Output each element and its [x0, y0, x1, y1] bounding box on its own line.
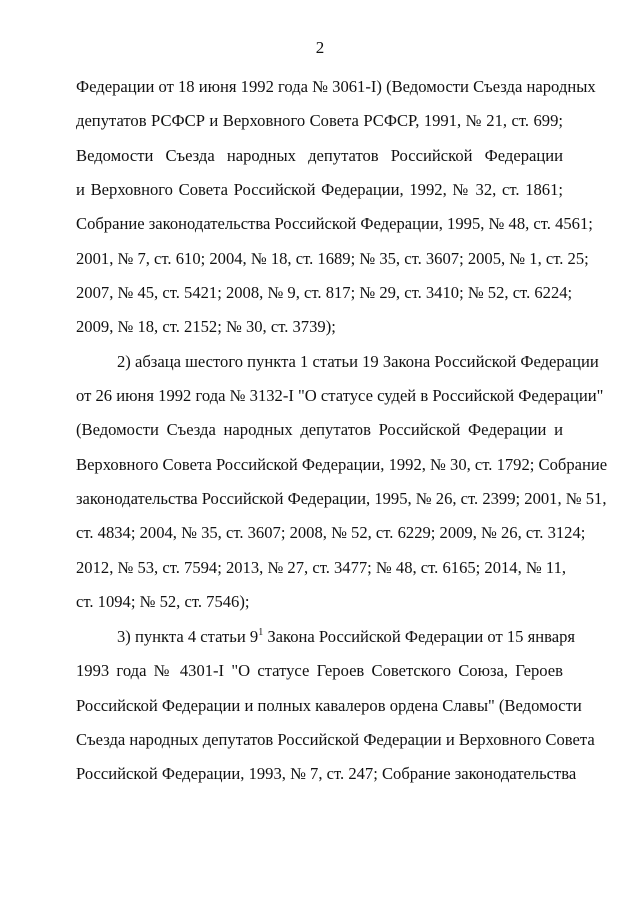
text-line — [117, 627, 576, 647]
text-line: 2) абзаца шестого пункта 1 статьи 19 Закона Российской Федерации — [117, 352, 599, 371]
text-line: Съезда народных депутатов Российской Федерации и Верховного Совета — [76, 730, 595, 749]
text-line: Российской Федерации и полных кавалеров ордена Славы" (Ведомости — [76, 696, 582, 715]
text-line: и Верховного Совета Российской Федерации, 1992, № 32, ст. 1861; — [76, 180, 563, 199]
text-line: 1993 года № 4301-I "О статусе Героев Советского Союза, Героев — [76, 661, 563, 680]
text-line: Верховного Совета Российской Федерации, 1992, № 30, ст. 1792; Собрание — [76, 455, 608, 474]
text-line: 2009, № 18, ст. 2152; № 30, ст. 3739); — [76, 317, 336, 336]
text-line: от 26 июня 1992 года № 3132-I "О статусе судей в Российской Федерации" — [76, 386, 604, 405]
text-segment: 3) пункта 4 статьи 9 — [117, 627, 259, 646]
text-line: Собрание законодательства Российской Федерации, 1995, № 48, ст. 4561; — [76, 214, 593, 233]
text-line: 2007, № 45, ст. 5421; 2008, № 9, ст. 817; № 29, ст. 3410; № 52, ст. 6224; — [76, 283, 573, 302]
text-line: ст. 4834; 2004, № 35, ст. 3607; 2008, № 52, ст. 6229; 2009, № 26, ст. 3124; — [76, 523, 586, 542]
text-segment: Закона Российской Федерации от 15 января — [263, 627, 576, 646]
text-line: Федерации от 18 июня 1992 года № 3061-I) (Ведомости Съезда народных — [76, 77, 596, 96]
text-line: ст. 1094; № 52, ст. 7546); — [76, 592, 250, 611]
superscript: 1 — [258, 627, 264, 638]
text-line: (Ведомости Съезда народных депутатов Российской Федерации и — [76, 420, 563, 439]
text-line: депутатов РСФСР и Верховного Совета РСФСР, 1991, № 21, ст. 699; — [76, 111, 563, 130]
page-number: 2 — [315, 38, 325, 57]
text-line: законодательства Российской Федерации, 1995, № 26, ст. 2399; 2001, № 51, — [76, 489, 607, 508]
text-line: 2001, № 7, ст. 610; 2004, № 18, ст. 1689; № 35, ст. 3607; 2005, № 1, ст. 25; — [76, 249, 589, 268]
text-line: Российской Федерации, 1993, № 7, ст. 247; Собрание законодательства — [76, 764, 577, 783]
text-line: Ведомости Съезда народных депутатов Российской Федерации — [76, 146, 563, 165]
text-line: 2012, № 53, ст. 7594; 2013, № 27, ст. 3477; № 48, ст. 6165; 2014, № 11, — [76, 558, 567, 577]
